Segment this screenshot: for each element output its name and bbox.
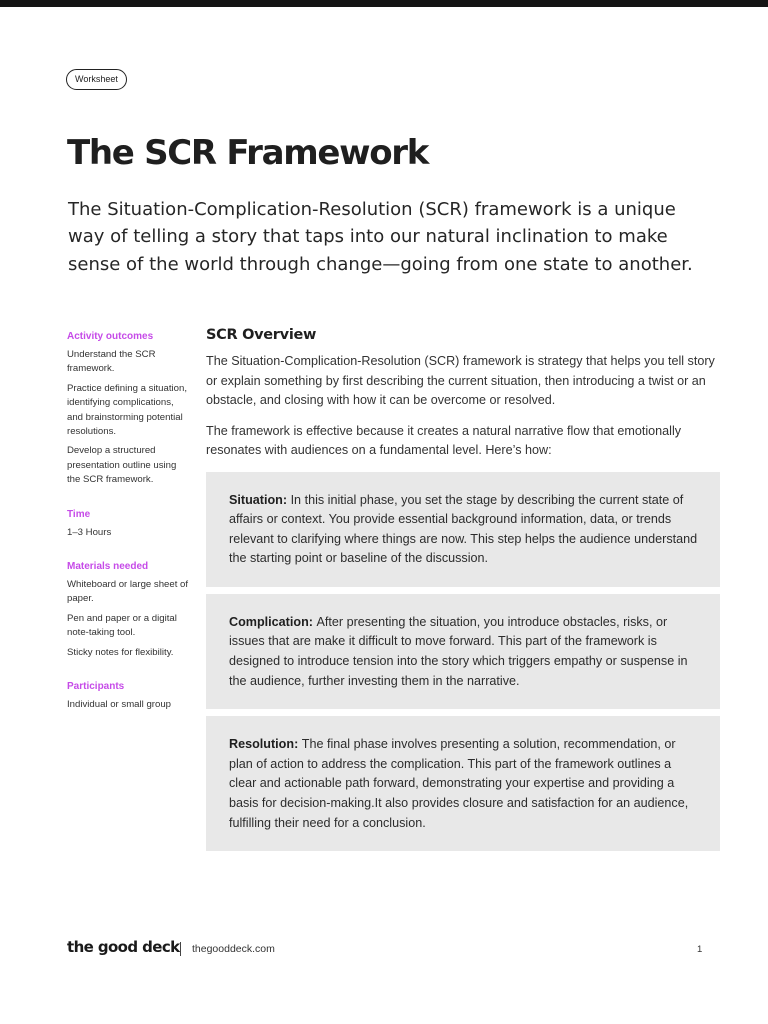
sidebar-heading: Time	[67, 508, 91, 520]
overview-paragraph: The framework is effective because it creates a natural narrative flow that emotionally resonates with audiences on a fundamental level. Here’s how:	[206, 423, 682, 457]
sidebar-item: 1–3 Hours	[67, 526, 112, 538]
sidebar-section-materials	[67, 560, 192, 660]
top-bar	[0, 0, 768, 7]
box-text: In this initial phase, you set the stage by describing the current state of affairs or context. You provide essential background information, data, or trends relevant to clarifying where things are now. This step helps the audience understand the starting point or baseline of the discussion.	[229, 492, 698, 566]
sidebar-section-time	[67, 508, 192, 540]
page-number: 1	[697, 944, 703, 955]
box-text: After presenting the situation, you introduce obstacles, risks, or issues that are make it difficult to move forward. This part of the framework is designed to introduce tension into the story which triggers empathy or suspense in the audience, further investing them in the narrative.	[229, 614, 688, 688]
footer-url[interactable]: thegooddeck.com	[192, 943, 275, 955]
intro-paragraph: The Situation-Complication-Resolution (SCR) framework is a unique way of telling a story that taps into our natural inclination to make sense of the world through change—going from one state to another.	[68, 199, 693, 275]
box-text: The final phase involves presenting a solution, recommendation, or plan of action to address the complication. This part of the framework outlines a clear and actionable path forward, demonstrating your expertise and providing a basis for decision-making.It also provides closure and satisfaction for an audience, fulfilling their need for a conclusion.	[229, 737, 689, 830]
box-label: Complication:	[229, 614, 317, 629]
main-content	[206, 327, 720, 858]
sidebar-item: Individual or small group	[67, 699, 171, 711]
page-title: The SCR Framework	[67, 133, 429, 173]
sidebar-section-activity-outcomes	[67, 330, 192, 488]
sidebar-item: Understand the SCR framework.	[67, 349, 156, 375]
sidebar-heading: Activity outcomes	[67, 331, 154, 342]
sidebar-item: Sticky notes for flexibility.	[67, 646, 174, 658]
worksheet-tag: Worksheet	[66, 69, 127, 90]
box-label: Resolution:	[229, 737, 302, 752]
sidebar-item: Practice defining a situation, identifying complications, and brainstorming potential resolutions.	[67, 382, 187, 438]
footer-divider	[180, 942, 181, 956]
resolution-box	[206, 716, 720, 851]
sidebar-item: Whiteboard or large sheet of paper.	[67, 579, 189, 605]
box-label: Situation:	[229, 492, 291, 507]
sidebar-heading: Participants	[67, 681, 125, 693]
overview-title: SCR Overview	[206, 327, 317, 343]
sidebar	[67, 330, 192, 733]
sidebar-heading: Materials needed	[67, 561, 149, 573]
sidebar-item: Pen and paper or a digital note-taking tool.	[67, 612, 177, 639]
complication-box	[206, 594, 720, 709]
overview-paragraph: The Situation-Complication-Resolution (SCR) framework is strategy that helps you tell story or explain something by first describing the current situation, then introducing a twist or an obstacle, and closing with how it can be overcome or resolved.	[206, 354, 715, 407]
sidebar-section-participants	[67, 680, 192, 712]
footer-logo: the good deck	[67, 938, 180, 956]
sidebar-item: Develop a structured presentation outline using the SCR framework.	[67, 445, 177, 486]
situation-box	[206, 472, 720, 587]
